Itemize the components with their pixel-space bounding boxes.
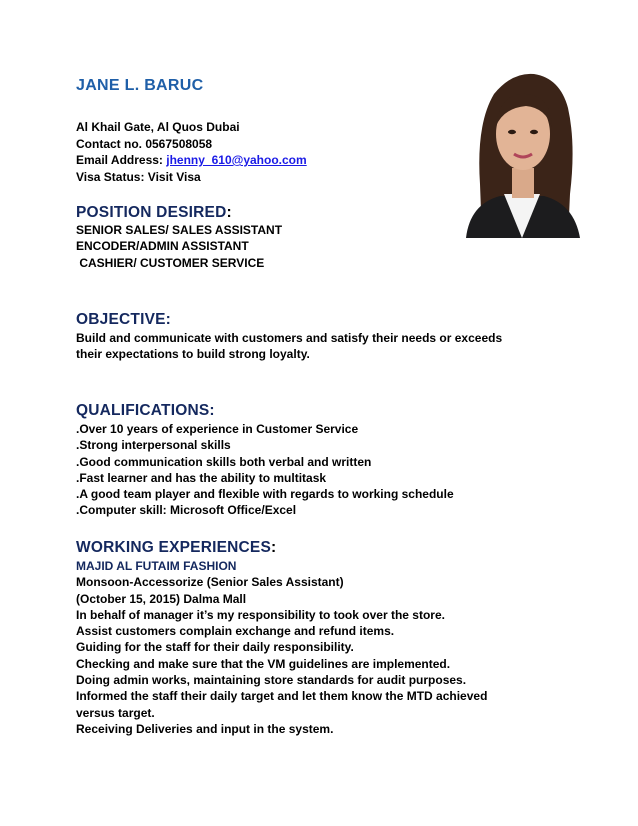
qualifications-heading: QUALIFICATIONS: — [76, 402, 215, 419]
profile-photo — [452, 64, 591, 238]
experience-heading: WORKING EXPERIENCES: — [76, 539, 277, 556]
company-name: MAJID AL FUTAIM FASHION — [76, 559, 237, 573]
position-item: SENIOR SALES/ SALES ASSISTANT — [76, 223, 283, 237]
objective-line: their expectations to build strong loyalty. — [76, 347, 310, 362]
qualification-item: .Strong interpersonal skills — [76, 438, 231, 453]
objective-line: Build and communicate with customers and satisfy their needs or exceeds — [76, 331, 503, 345]
objective-text — [76, 330, 502, 363]
duty-line: In behalf of manager it’s my responsibility to took over the store. — [76, 607, 445, 622]
email-label: Email Address: — [76, 153, 167, 167]
qualifications-list — [76, 421, 454, 519]
address: Al Khail Gate, Al Quos Dubai — [76, 120, 240, 134]
position-item: ENCODER/ADMIN ASSISTANT — [76, 239, 249, 254]
qualification-item: .Good communication skills both verbal and written — [76, 454, 372, 469]
duty-line: Doing admin works, maintaining store standards for audit purposes. — [76, 673, 467, 688]
duty-line: Receiving Deliveries and input in the system. — [76, 721, 334, 736]
position-heading: POSITION DESIRED: — [76, 204, 232, 221]
contact-block — [76, 119, 307, 185]
qualification-item: .A good team player and flexible with regards to working schedule — [76, 487, 454, 502]
duty-line: Guiding for the staff for their daily responsibility. — [76, 640, 354, 655]
job-role: Monsoon-Accessorize (Senior Sales Assistant) — [76, 575, 344, 590]
experience-block — [76, 558, 487, 737]
visa-status: Visa Status: Visit Visa — [76, 169, 201, 184]
objective-heading: OBJECTIVE: — [76, 311, 172, 328]
qualification-item: .Computer skill: Microsoft Office/Excel — [76, 503, 297, 518]
duty-line: Assist customers complain exchange and refund items. — [76, 624, 395, 639]
job-date: (October 15, 2015) Dalma Mall — [76, 591, 247, 606]
contact-number: Contact no. 0567508058 — [76, 136, 213, 151]
position-item: CASHIER/ CUSTOMER SERVICE — [76, 255, 265, 270]
applicant-name: JANE L. BARUC — [76, 77, 204, 94]
duty-line: Checking and make sure that the VM guidelines are implemented. — [76, 656, 451, 671]
email-line — [76, 152, 307, 169]
position-list — [76, 222, 282, 271]
email-link[interactable]: jhenny_610@yahoo.com — [166, 153, 307, 167]
duty-line: versus target. — [76, 705, 155, 720]
qualification-item: .Over 10 years of experience in Customer Service — [76, 422, 359, 436]
duty-line: Informed the staff their daily target and let them know the MTD achieved — [76, 689, 488, 704]
qualification-item: .Fast learner and has the ability to multitask — [76, 470, 327, 485]
